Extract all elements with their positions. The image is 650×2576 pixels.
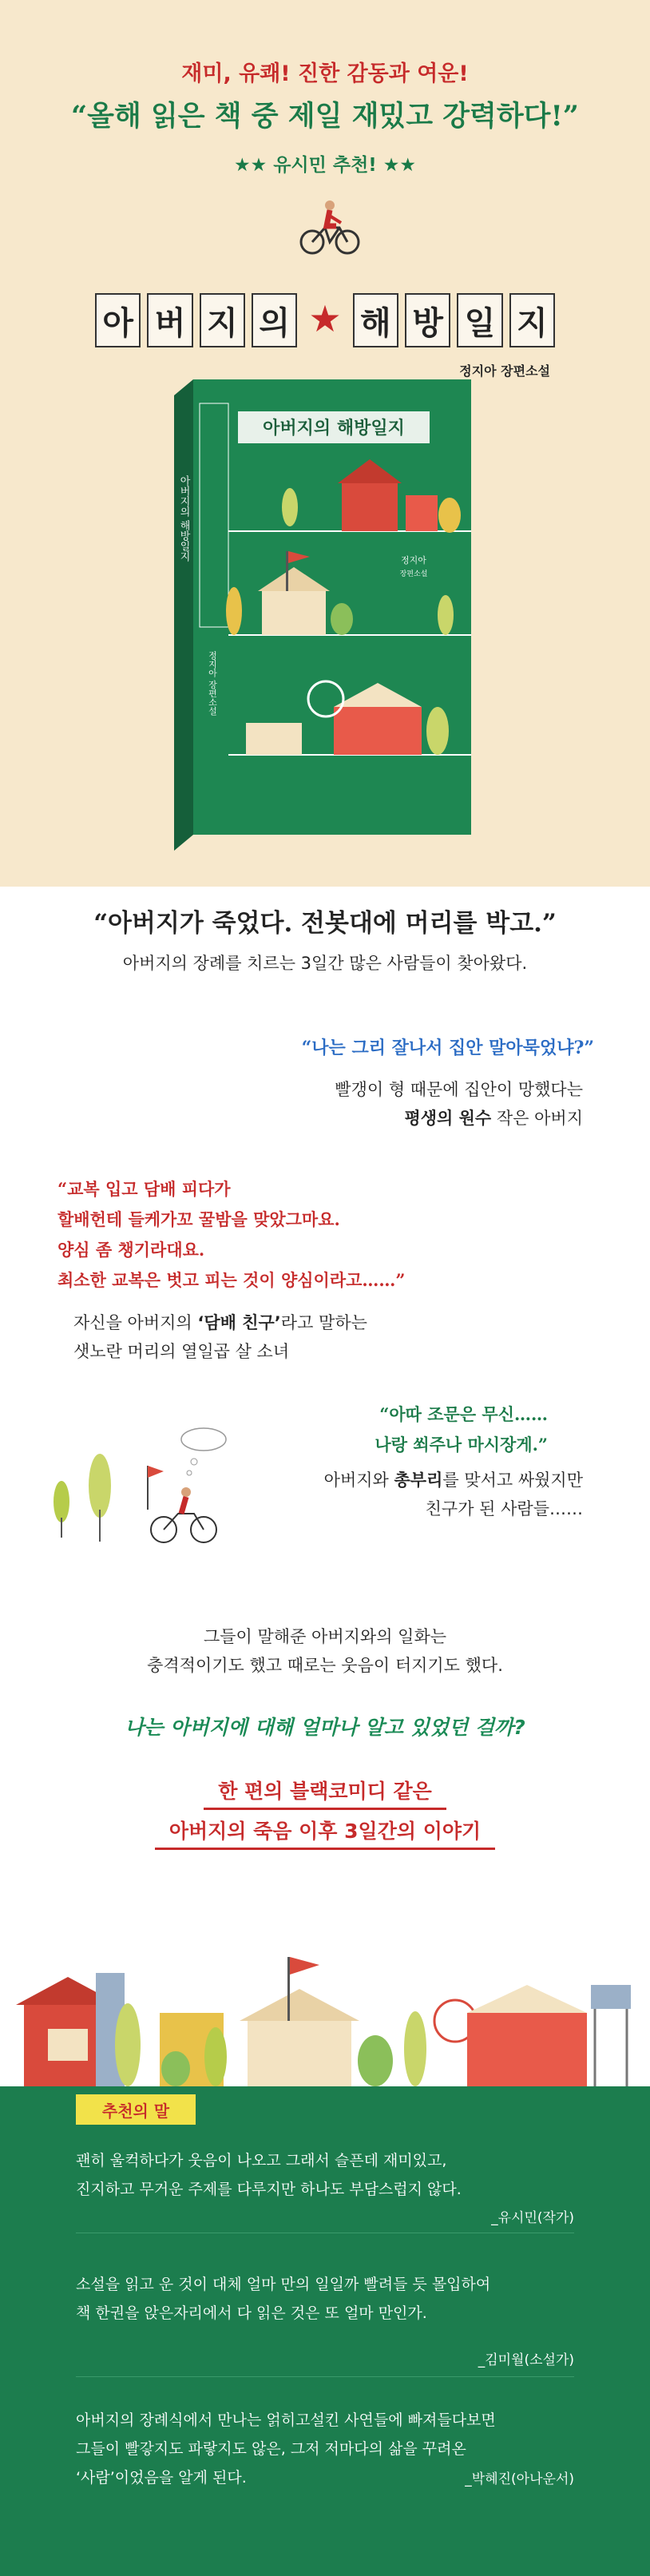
cover-subtitle: 장편소설 bbox=[399, 570, 428, 578]
review-1-author: _유시민(작가) bbox=[491, 2210, 574, 2226]
caption-friends-1: 아버지와 총부리를 맞서고 싸웠지만 bbox=[323, 1471, 583, 1490]
title-char: 의 bbox=[252, 293, 297, 347]
review-2-line-2: 책 한권을 앉은자리에서 다 읽은 것은 또 얼마 만인가. bbox=[76, 2304, 427, 2322]
spine-title: 아버지의 해방일지 bbox=[177, 475, 190, 562]
quote-girl: “교복 입고 담배 피다가 할배헌테 들케가꼬 꿀밤을 맞았그마요. 양심 좀 챙기라대요. 최소한 교복은 벗고 피는 것이 양심이라고……” bbox=[57, 1179, 406, 1290]
caption-friends-2: 친구가 된 사람들…… bbox=[425, 1499, 583, 1518]
review-2-line-1: 소설을 읽고 운 것이 대체 얼마 만의 일일까 빨려들 듯 몰입하여 bbox=[76, 2276, 491, 2293]
title-char: 지 bbox=[200, 293, 245, 347]
opening-quote: “아버지가 죽었다. 전봇대에 머리를 박고.” bbox=[93, 909, 557, 938]
caption-girl-2: 샛노란 머리의 열일곱 살 소녀 bbox=[73, 1342, 290, 1361]
title-char: 지 bbox=[509, 293, 555, 347]
review-3-line-3: ‘사람’이었음을 알게 된다. bbox=[76, 2469, 247, 2487]
caption-girl-1: 자신을 아버지의 ‘담배 친구’라고 말하는 bbox=[73, 1313, 367, 1332]
quote-friends: “아따 조문은 무신…… 나랑 쐬주나 마시장게.” bbox=[375, 1404, 548, 1455]
highlight-2: 아버지의 죽음 이후 3일간의 이야기 bbox=[0, 1816, 650, 1850]
review-3-line-1: 아버지의 장례식에서 만나는 얽히고설킨 사연들에 빠져들다보면 bbox=[76, 2411, 496, 2429]
review-3-line-2: 그들이 빨갛지도 파랗지도 않은, 그저 저마다의 삶을 꾸려온 bbox=[76, 2440, 466, 2458]
review-1-line-1: 괜히 울컥하다가 웃음이 나오고 그래서 슬픈데 재미있고, bbox=[76, 2152, 447, 2169]
title-char: 해 bbox=[353, 293, 398, 347]
title-char: 방 bbox=[405, 293, 450, 347]
trees-cyclist-illustration bbox=[44, 1422, 244, 1550]
praise-line-1: 재미, 유쾌! 진한 감동과 여운! bbox=[181, 62, 469, 86]
caption-uncle-2: 평생의 원수 작은 아버지 bbox=[404, 1109, 583, 1128]
book-cover-image bbox=[174, 379, 471, 851]
recommend-line: ★★ 유시민 추천! ★★ bbox=[233, 155, 417, 176]
title-char: 아 bbox=[95, 293, 141, 347]
summary-line-2: 충격적이기도 했고 때로는 웃음이 터지기도 했다. bbox=[147, 1656, 503, 1675]
caption-uncle-1: 빨갱이 형 때문에 집안이 망했다는 bbox=[335, 1080, 583, 1099]
quote-uncle: “나는 그리 잘나서 집안 말아묵었냐?” bbox=[301, 1038, 594, 1058]
book-title bbox=[95, 293, 555, 354]
opening-caption: 아버지의 장례를 치르는 3일간 많은 사람들이 찾아왔다. bbox=[122, 954, 528, 973]
emphasis: 평생의 원수 bbox=[404, 1109, 492, 1128]
spine-author: 정지아 장편소설 bbox=[207, 651, 218, 716]
key-question: 나는 아버지에 대해 얼마나 알고 있었던 걸까? bbox=[125, 1716, 525, 1739]
emphasis: 총부리 bbox=[394, 1471, 443, 1490]
cyclist-icon bbox=[298, 196, 362, 260]
town-illustration bbox=[0, 1901, 650, 2101]
cover-author: 정지아 bbox=[401, 555, 426, 566]
praise-quote: “올해 읽은 책 중 제일 재밌고 강력하다!” bbox=[71, 100, 579, 133]
title-char: 버 bbox=[147, 293, 192, 347]
review-2-author: _김미월(소설가) bbox=[478, 2352, 574, 2368]
star-icon: ★ bbox=[308, 297, 342, 340]
emphasis: ‘담배 친구’ bbox=[197, 1313, 281, 1332]
book-author: 정지아 장편소설 bbox=[459, 363, 550, 379]
highlight-1: 한 편의 블랙코미디 같은 bbox=[0, 1776, 650, 1810]
recommend-badge: 추천의 말 bbox=[76, 2094, 196, 2125]
review-1-line-2: 진지하고 무거운 주제를 다루지만 하나도 부담스럽지 않다. bbox=[76, 2181, 462, 2198]
divider bbox=[76, 2376, 574, 2377]
cover-title: 아버지의 해방일지 bbox=[263, 419, 405, 439]
summary-line-1: 그들이 말해준 아버지와의 일화는 bbox=[203, 1627, 447, 1646]
review-3-author: _박혜진(아나운서) bbox=[465, 2471, 574, 2487]
title-char: 일 bbox=[457, 293, 502, 347]
